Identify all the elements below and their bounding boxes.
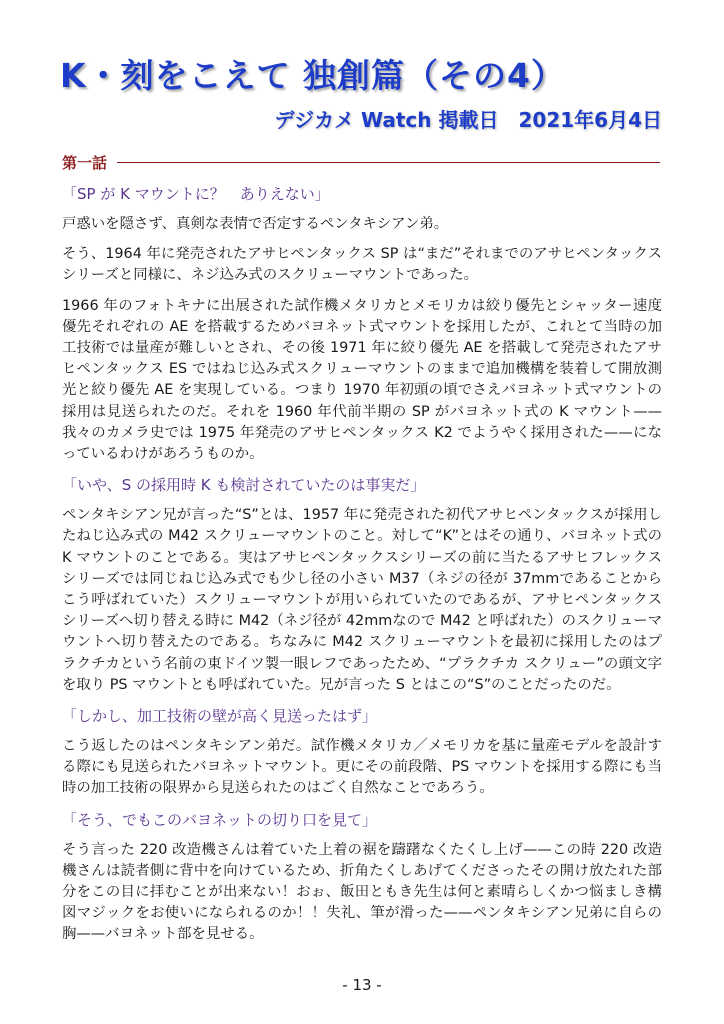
chapter-label: 第一話 <box>62 154 108 172</box>
chapter-divider <box>117 162 660 163</box>
publication-date-line: デジカメ Watch 掲載日 2021年6月4日 <box>274 108 662 132</box>
page-number: - 13 - <box>342 976 382 994</box>
dialogue-quote: 「SP が K マウントに？ ありえない」 <box>62 185 330 203</box>
body-paragraph: 戸惑いを隠さず、真剣な表情で否定するペンタキシアン弟。 <box>62 216 449 232</box>
body-paragraph: そう、1964 年に発売されたアサヒペンタックス SP は“まだ”それまでのアサヒペンタックスシリーズと同様に、ネジ込み式のスクリューマウントであった。 <box>62 246 662 284</box>
article-body <box>62 183 662 955</box>
chapter-heading <box>62 152 660 173</box>
body-paragraph: ペンタキシアン兄が言った“S”とは、1957 年に発売された初代アサヒペンタックスが採用したねじ込み式の M42 スクリューマウントのこと。対して“K”とはその通り、バヨネット式の K マウントのことである。実はアサヒペンタックスシリーズの前に当たるアサヒフレックスシリーズでは同じねじ込み式でも少し径の小さい M37（ネジの径が 37mmであることからこう呼ばれていた）スクリューマウントが用いられていたのであるが、アサヒペンタックスシリーズへ切り替える時に M42（ネジ径が 42mmなので M42 と呼ばれた）のスクリューマウントへ切り替えたのである。ちなみに M42 スクリューマウントを最初に採用したのはプラクチカという名前の東ドイツ製一眼レフであったため、“プラクチカ スクリュー”の頭文字を取り PS マウントとも呼ばれていた。兄が言った S とはこの“S”のことだったのだ。 <box>62 507 662 693</box>
body-paragraph: 1966 年のフォトキナに出展された試作機メタリカとメモリカは絞り優先とシャッター速度優先それぞれの AE を搭載するためバヨネット式マウントを採用したが、これとて当時の加工技術では量産が難しいとされ、その後 1971 年に絞り優先 AE を搭載して発売されたアサヒペンタックス ES ではねじ込み式スクリューマウントのままで追加機構を装着して開放測光と絞り優先 AE を実現している。つまり 1970 年初頭の頃でさえバヨネット式マウントの採用は見送られたのだ。それを 1960 年代前半期の SP がバヨネット式の K マウント——我々のカメラ史では 1975 年発売のアサヒペンタックス K2 でようやく採用された——になっているわけがあろうものか。 <box>62 297 662 463</box>
dialogue-quote: 「そう、でもこのバヨネットの切り口を見て」 <box>62 810 378 829</box>
body-paragraph: こう返したのはペンタキシアン弟だ。試作機メタリカ／メモリカを基に量産モデルを設計する際にも見送られたバヨネットマウント。更にその前段階、PS マウントを採用する際にも当時の加工技術の限界から見送られたのはごく自然なことであろう。 <box>62 738 662 797</box>
body-paragraph: そう言った 220 改造機さんは着ていた上着の裾を躊躇なくたくし上げ——この時 220 改造機さんは読者側に背中を向けているため、折角たくしあげてくださったその開け放たれた部分をこの目に拝むことが出来ない！おぉ、飯田ともき先生は何と素晴らしくかつ悩ましき構図マジックをお使いになられるのか！！失礼、筆が滑った——ペンタキシアン兄弟に自らの胸——バヨネット部を見せる。 <box>62 841 662 943</box>
dialogue-quote: 「しかし、加工技術の壁が高く見送ったはず」 <box>62 707 378 726</box>
dialogue-quote: 「いや、S の採用時 K も検討されていたのは事実だ」 <box>62 476 426 495</box>
page-title: K・刻をこえて 独創篇（その4） <box>60 56 566 95</box>
